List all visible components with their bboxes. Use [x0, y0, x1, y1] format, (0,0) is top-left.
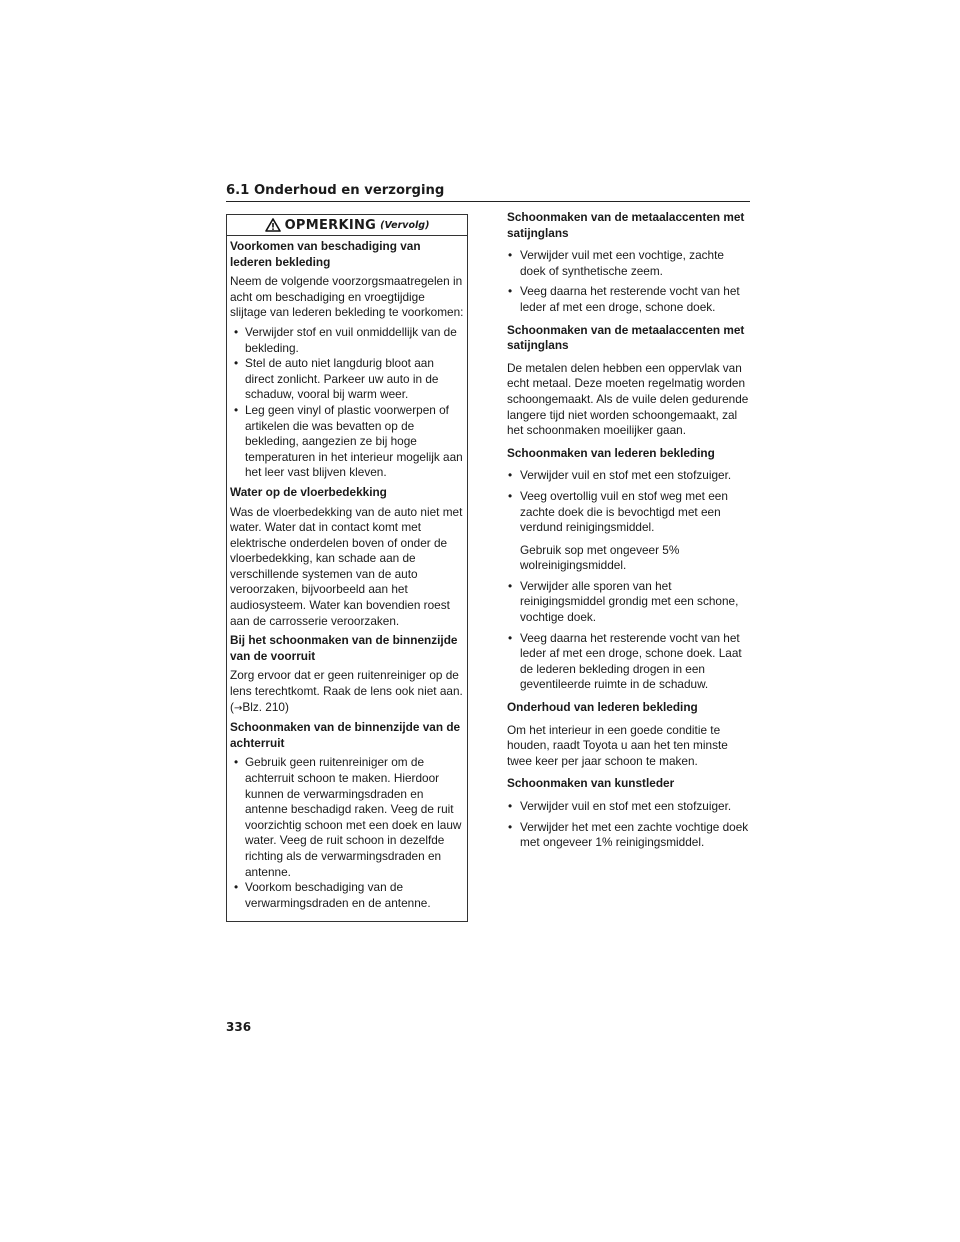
text-satin-metal: De metalen delen hebben een oppervlak van echt metaal. Deze moeten regelmatig worden schoongemaakt. Als de vuile delen gedurende langere tijd niet worden schoongemaakt, zal het schoonmaken moeilijker gaan. [507, 360, 749, 438]
page-reference-link[interactable]: Blz. 210) [242, 699, 289, 714]
list-item: • Gebruik geen ruitenreiniger om de achterruit schoon te maken. Hierdoor kunnen de verwarmingsdraden en antenne beschadigd raken. Veeg de ruit voorzichtig schoon met een doek en lauw water. Veeg de ruit schoon in dezelfde richting als de verwarmingsdraden en antenne. [230, 755, 464, 880]
heading-synthetic-leather: Schoonmaken van kunstleder [507, 776, 675, 791]
notice-list-rear-window [230, 755, 464, 911]
heading-satin-metal-2: Schoonmaken van de metaalaccenten met satijnglans [507, 322, 745, 353]
list-item: • Verwijder vuil met een vochtige, zachte doek of synthetische zeem. [507, 248, 750, 279]
heading-leather-cleaning: Schoonmaken van lederen bekleding [507, 445, 715, 460]
list-item: • Veeg daarna het resterende vocht van het leder af met een droge, schone doek. [507, 284, 750, 315]
list-synthetic-leather [507, 799, 750, 851]
arrow-icon: → [233, 702, 243, 714]
notice-box [226, 214, 468, 922]
list-item: • Verwijder het met een zachte vochtige doek met ongeveer 1% reinigingsmiddel. [507, 820, 750, 851]
warning-triangle-icon [265, 218, 281, 232]
heading-leather-maintenance: Onderhoud van lederen bekleding [507, 700, 698, 715]
list-satin-metal [507, 248, 750, 315]
notice-heading-windshield: Bij het schoonmaken van de binnenzijde van de voorruit [230, 633, 458, 663]
list-item: • Stel de auto niet langdurig bloot aan direct zonlicht. Parkeer uw auto in de schaduw, vooral bij warm weer. [230, 356, 464, 403]
notice-continued: (Vervolg) [380, 219, 430, 231]
list-leather-cleaning [507, 468, 750, 535]
notice-body [227, 236, 467, 911]
notice-heading-floor: Water op de vloerbedekking [230, 484, 387, 499]
list-item: • Verwijder vuil en stof met een stofzuiger. [507, 799, 750, 815]
list-item: • Leg geen vinyl of plastic voorwerpen of artikelen die was bevatten op de bekleding, aangezien ze bij hoge temperaturen in het interieur mogelijk aan het leer vast blijven kleven. [230, 403, 464, 481]
notice-heading-leather: Voorkomen van beschadiging van lederen bekleding [230, 239, 421, 269]
list-item: • Voorkom beschadiging van de verwarmingsdraden en de antenne. [230, 880, 464, 911]
list-item-note: Gebruik sop met ongeveer 5% wolreinigingsmiddel. [520, 542, 680, 573]
right-column [507, 210, 750, 858]
notice-text-windshield [230, 668, 464, 716]
notice-title: OPMERKING [284, 217, 377, 233]
notice-list-leather [230, 325, 464, 481]
notice-text-floor: Was de vloerbedekking van de auto niet met water. Water dat in contact komt met elektrische onderdelen boven of onder de vloerbedekking, kan schade aan de verschillende systemen van de auto veroorzaken, bijvoorbeeld aan het audiosysteem. Water kan bovendien roest aan de carrosserie veroorzaken. [230, 504, 463, 628]
list-item: • Veeg overtollig vuil en stof weg met een zachte doek die is bevochtigd met een verdund reinigingsmiddel. [507, 489, 750, 536]
list-item: • Verwijder vuil en stof met een stofzuiger. [507, 468, 750, 484]
list-item: • Verwijder stof en vuil onmiddellijk van de bekleding. [230, 325, 464, 356]
notice-intro-leather: Neem de volgende voorzorgsmaatregelen in acht om beschadiging en vroegtijdige slijtage van lederen bekleding te voorkomen: [230, 274, 464, 320]
section-header [226, 179, 750, 202]
list-leather-cleaning-continued [507, 579, 750, 693]
windshield-text: Zorg ervoor dat er geen ruitenreiniger op de lens terechtkomt. Raak de lens ook niet aan. ( [230, 668, 463, 714]
section-title: 6.1 Onderhoud en verzorging [226, 183, 445, 198]
notice-header [227, 215, 467, 236]
page-number: 336 [226, 1020, 252, 1034]
list-item: • Veeg daarna het resterende vocht van het leder af met een droge, schone doek. Laat de lederen bekleding drogen in een geventileerde ruimte in de schaduw. [507, 631, 750, 693]
text-leather-maintenance: Om het interieur in een goede conditie te houden, raadt Toyota u aan het ten minste twee keer per jaar schoon te maken. [507, 722, 728, 768]
notice-heading-rear-window: Schoonmaken van de binnenzijde van de achterruit [230, 720, 461, 750]
list-item: • Verwijder alle sporen van het reinigingsmiddel grondig met een schone, vochtige doek. [507, 579, 750, 626]
heading-satin-metal-1: Schoonmaken van de metaalaccenten met satijnglans [507, 210, 745, 240]
